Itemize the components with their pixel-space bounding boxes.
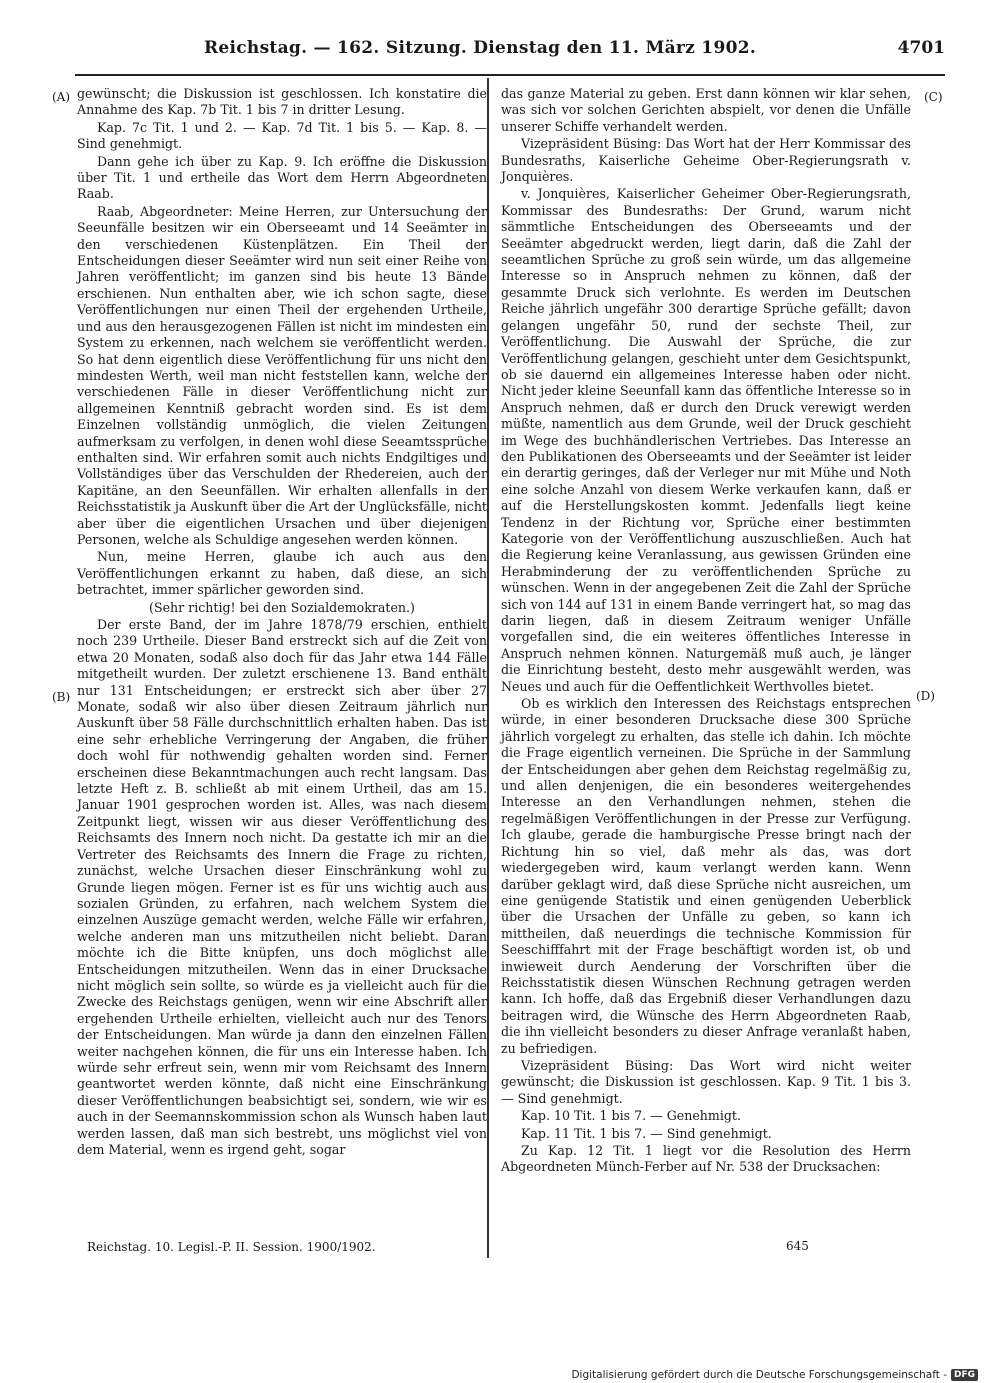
interjection: (Sehr richtig! bei den Sozialdemokraten.) — [149, 599, 415, 615]
paragraph: das ganze Material zu geben. Erst dann können wir klar sehen, was sich vor solchen Gerichten abspielt, vor denen die Unfälle unserer Schiffe verhandelt werden. — [501, 86, 911, 134]
paragraph: Vizepräsident Büsing: Das Wort wird nicht weiter gewünscht; die Diskussion ist geschlossen. Kap. 9 Tit. 1 bis 3. — Sind genehmigt. — [501, 1057, 911, 1106]
paragraph: Dann gehe ich über zu Kap. 9. Ich eröffne die Diskussion über Tit. 1 und ertheile das Wort dem Herrn Abgeordneten Raab. — [77, 153, 487, 202]
paragraph: Ob es wirklich den Interessen des Reichstags entsprechen würde, in einer besonderen Drucksache diese 300 Sprüche jährlich vorgelegt zu erhalten, das stelle ich dahin. Ich möchte die Frage eigentlich verneinen. Die Sprüche in der Sammlung der Entscheidungen aber gehen dem Reichstag regelmäßig zu, und allen denjenigen, die ein besonderes weitergehendes Interesse an den Verhandlungen nehmen, stehen die regelmäßigen Veröffentlichungen in der Presse zur Verfügung. Ich glaube, gerade die hamburgische Presse bringt nach der Richtung hin so viel, daß mehr als das, was dort wiedergegeben wird, kaum verlangt werden kann. Wenn darüber geklagt wird, daß diese Sprüche nicht ausreichen, um eine genügende Statistik und einen genügenden Ueberblick über die Ursachen der Unfälle zu geben, so kann ich mittheilen, daß neuerdings die technische Kommission für Seeschifffahrt mit der Frage beschäftigt worden ist, ob und inwieweit durch Aenderung der Vorschriften über die Reichsstatistik diesen Wünschen Rechnung getragen werden kann. Ich hoffe, daß das Ergebniß dieser Verhandlungen dazu beitragen wird, die Wünsche des Herrn Abgeordneten Raab, die ihn vielleicht besonders zu dieser Anfrage veranlaßt haben, zu befriedigen. — [501, 696, 911, 1056]
page-number: 4701 — [897, 38, 945, 58]
header-title: Reichstag. — 162. Sitzung. Dienstag den 11. März 1902. — [203, 38, 757, 58]
paragraph: Kap. 7c Tit. 1 und 2. — Kap. 7d Tit. 1 bis 5. — Kap. 8. — Sind genehmigt. — [77, 119, 487, 152]
margin-mark-b: (B) — [52, 690, 71, 704]
digitization-credit — [571, 1369, 978, 1381]
header-rule — [75, 74, 945, 76]
paragraph: Vizepräsident Büsing: Das Wort hat der Herr Kommissar des Bundesraths, Kaiserliche Geheime Ober-Regierungsrath v. Jonquières. — [501, 136, 911, 185]
left-column — [77, 86, 487, 1159]
margin-mark-c: (C) — [924, 90, 943, 104]
paragraph: Kap. 11 Tit. 1 bis 7. — Sind genehmigt. — [521, 1125, 772, 1141]
paragraph: Kap. 10 Tit. 1 bis 7. — Genehmigt. — [521, 1108, 741, 1124]
paragraph: gewünscht; die Diskussion ist geschlossen. Ich konstatire die Annahme des Kap. 7b Tit. 1 bis 7 in dritter Lesung. — [77, 86, 487, 118]
margin-mark-d: (D) — [916, 689, 935, 703]
paragraph: Der erste Band, der im Jahre 1878/79 erschien, enthielt noch 239 Urtheile. Dieser Band erstreckt sich auf die Zeit von etwa 20 Monaten, sodaß also doch für das Jahr etwa 144 Fälle mitgetheilt wurden. Der zuletzt erschienene 13. Band enthält nur 131 Entscheidungen; er erstreckt sich aber über 27 Monate, sodaß wir also über diesen Zeitraum jährlich nur Auskunft über 58 Fälle durchschnittlich erhalten haben. Das ist eine sehr erhebliche Verringerung der Angaben, die früher doch wohl für nothwendig gehalten worden sind. Ferner erscheinen diese Bekanntmachungen auch recht langsam. Das letzte Heft z. B. schließt ab mit einem Urtheil, das am 15. Januar 1901 gesprochen worden ist. Alles, was nach diesem Zeitpunkt liegt, wissen wir aus dieser Veröffentlichung des Reichsamts des Innern noch nicht. Da gestatte ich mir an die Vertreter des Reichsamts des Innern die Frage zu richten, zunächst, welche Ursachen dieser Einschränkung wohl zu Grunde liegen mögen. Ferner ist es für uns wichtig auch aus sozialen Gründen, zu erfahren, nach welchem System die einzelnen Auszüge gemacht werden, welche Fälle wir erfahren, welche anderen man uns mitzutheilen nicht beliebt. Daran möchte ich die Bitte knüpfen, uns doch möglichst alle Entscheidungen mitzutheilen. Wenn das in einer Drucksache nicht möglich sein sollte, so würde es ja vielleicht auch für die Zwecke des Reichstags genügen, wenn wir eine Abschrift aller ergehenden Urtheile erhielten, vielleicht auch nur des Tenors der Entscheidungen. Man würde ja dann den einzelnen Fällen weiter nachgehen können, die für uns ein Interesse haben. Ich würde sehr erfreut sein, wenn mir vom Reichsamt des Innern geantwortet werden könnte, daß nicht eine Einschränkung dieser Veröffentlichungen beabsichtigt sei, sondern, wie wir es auch in der Seemannskommission schon als Wunsch haben laut werden lassen, daß man sich bestrebt, uns möglichst viel von dem Material, wenn es irgend geht, sogar — [77, 617, 487, 1157]
paragraph: v. Jonquières, Kaiserlicher Geheimer Ober-Regierungsrath, Kommissar des Bundesraths: Der Grund, warum nicht sämmtliche Entscheidungen des Oberseeamts und der Seeämter abgedruckt werden, liegt darin, daß die Zahl der seeamtlichen Sprüche zu groß sein würde, um das allgemeine Interesse so in Anspruch nehmen zu können, daß der gesammte Druck sich verlohnte. Es werden im Deutschen Reiche jährlich ungefähr 300 derartige Sprüche gefällt; davon gelangen ungefähr 50, rund der sechste Theil, zur Veröffentlichung. Die Auswahl der Sprüche, die zur Veröffentlichung gelangen, geschieht unter dem Gesichtspunkt, ob sie dauernd ein allgemeines Interesse haben oder nicht. Nicht jeder kleine Seeunfall kann das öffentliche Interesse so in Anspruch nehmen, daß er durch den Druck verewigt werden müßte, namentlich aus dem Grunde, weil der Druck geschieht im Wege des buchhändlerischen Vertriebes. Das Interesse an den Publikationen des Oberseeamts und der Seeämter ist leider ein derartig geringes, daß der Verleger nur mit Mühe und Noth eine solche Anzahl von diesem Werke verkaufen kann, daß er auf die Herstellungskosten kommt. Jedenfalls liegt keine Tendenz in der Richtung vor, Sprüche einer bestimmten Kategorie von der Veröffentlichung auszuschließen. Auch hat die Regierung keine Veranlassung, aus gewissen Gründen eine Herabminderung der zu veröffentlichenden Sprüche zu wünschen. Wenn in der angegebenen Zeit die Zahl der Sprüche sich von 144 auf 131 in einem Bande verringert hat, so mag das darin liegen, daß in diesem Zeitraum weniger Unfälle vorgefallen sind, die ein weiteres öffentliches Interesse in Anspruch nehmen können. Naturgemäß muß auch, je länger die Einrichtung besteht, desto mehr ausgewählt werden, was Neues und auch für die Oeffentlichkeit Werthvolles bietet. — [501, 186, 911, 694]
credit-text: Digitalisierung gefördert durch die Deutsche Forschungsgemeinschaft - — [571, 1369, 947, 1381]
margin-mark-a: (A) — [52, 90, 71, 104]
paragraph: Zu Kap. 12 Tit. 1 liegt vor die Resolution des Herrn Abgeordneten Münch-Ferber auf Nr. 538 der Drucksachen: — [501, 1143, 911, 1175]
paragraph: Raab, Abgeordneter: Meine Herren, zur Untersuchung der Seeunfälle besitzen wir ein Oberseeamt und 14 Seeämter in den verschiedenen Küstenplätzen. Ein Theil der Entscheidungen dieser Seeämter wird nun seit einer Reihe von Jahren veröffentlicht; im ganzen sind bis heute 13 Bände erschienen. Nun enthalten aber, wie ich schon sagte, diese Veröffentlichungen nur einen Theil der ergehenden Urtheile, und aus den herausgezogenen Fällen ist nicht im mindesten ein System zu erkennen, nach welchem sie veröffentlicht werden. So hat denn eigentlich diese Veröffentlichung für uns nicht den mindesten Werth, weil man nicht feststellen kann, welche der verschiedenen Fälle in dieser Veröffentlichung nicht zur allgemeinen Kenntniß gebracht worden sind. Es ist dem Einzelnen vollständig unmöglich, die vielen Zeitungen aufmerksam zu verfolgen, in denen wohl diese Seeamtssprüche enthalten sind. Wir erfahren somit auch nichts Endgiltiges und Vollständiges über das Verschulden der Rhedereien, auch der Kapitäne, an den Seeunfällen. Wir erhalten allenfalls in der Reichsstatistik ja Auskunft über die Art der Unglücksfälle, nicht aber über die eigentlichen Ursachen und über diejenigen Personen, welche als Schuldige angesehen werden können. — [77, 203, 487, 547]
footer-sheet-number: 645 — [786, 1239, 809, 1253]
footer-session: Reichstag. 10. Legisl.-P. II. Session. 1900/1902. — [87, 1240, 376, 1254]
paragraph: Nun, meine Herren, glaube ich auch aus den Veröffentlichungen erkannt zu haben, daß diese, an sich betrachtet, immer spärlicher geworden sind. — [77, 549, 487, 598]
dfg-logo: DFG — [951, 1369, 978, 1381]
column-divider — [487, 78, 489, 1258]
right-column — [501, 86, 911, 1177]
page-header — [75, 38, 945, 66]
